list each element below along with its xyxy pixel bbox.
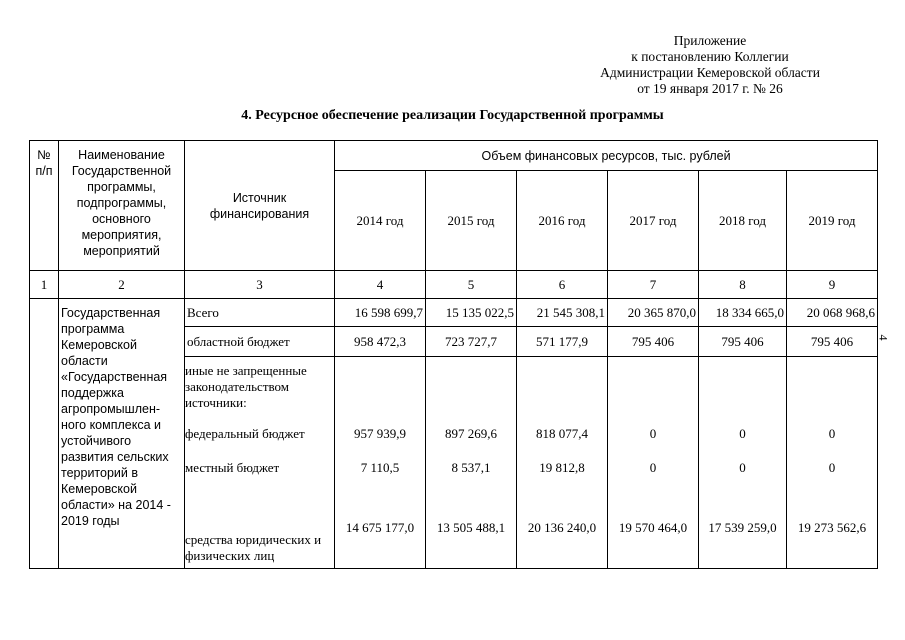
appendix-header [560,33,860,97]
index-cell: 5 [426,271,517,299]
value-column [608,357,699,569]
index-cell: 9 [787,271,878,299]
header-name: Наименование Государственной программы, подпрограммы, основного мероприятия, мероприятий [59,141,185,271]
value-cell: 571 177,9 [517,327,608,357]
appendix-line-4: от 19 января 2017 г. № 26 [637,81,783,96]
value-cell: 7 110,5 [360,460,400,475]
value-cell: 0 [649,460,657,475]
resource-table [29,140,878,569]
value-cell: 16 598 699,7 [335,299,426,327]
value-cell: 818 077,4 [536,426,588,441]
appendix-line-3: Администрации Кемеровской области [600,65,820,80]
value-column [335,357,426,569]
source-other-block [185,357,335,569]
value-cell: 17 539 259,0 [708,520,777,535]
year-2015: 2015 год [426,171,517,271]
value-cell: 19 273 562,6 [797,520,867,535]
header-source: Источник финансирования [185,141,335,271]
index-cell: 2 [59,271,185,299]
value-cell: 897 269,6 [445,426,497,441]
header-volume: Объем финансовых ресурсов, тыс. рублей [335,141,878,171]
value-cell: 795 406 [699,327,787,357]
year-2016: 2016 год [517,171,608,271]
source-legal-persons: средства юридических и физических лиц [185,532,322,563]
value-cell: 21 545 308,1 [517,299,608,327]
value-cell: 20 365 870,0 [608,299,699,327]
value-cell: 957 939,9 [354,426,406,441]
value-column [699,357,787,569]
value-cell: 14 675 177,0 [345,520,415,535]
value-cell: 0 [649,426,657,441]
index-cell: 7 [608,271,699,299]
index-cell: 1 [30,271,59,299]
index-cell: 3 [185,271,335,299]
value-cell: 15 135 022,5 [426,299,517,327]
appendix-line-2: к постановлению Коллегии [631,49,789,64]
value-cell: 958 472,3 [335,327,426,357]
value-column [787,357,878,569]
value-cell: 20 068 968,6 [787,299,878,327]
value-cell: 19 812,8 [539,460,585,475]
document-title: 4. Ресурсное обеспечение реализации Государственной программы [241,108,664,123]
source-total: Всего [185,299,335,327]
source-regional: областной бюджет [185,327,335,357]
value-cell: 723 727,7 [426,327,517,357]
value-cell: 0 [828,426,836,441]
table-row [30,299,878,327]
value-cell: 0 [739,460,746,475]
row-number [30,299,59,569]
header-num: № п/п [30,141,59,271]
value-cell: 0 [739,426,746,441]
value-cell: 20 136 240,0 [527,520,597,535]
year-2018: 2018 год [699,171,787,271]
value-cell: 795 406 [608,327,699,357]
appendix-line-1: Приложение [673,33,747,48]
year-2014: 2014 год [335,171,426,271]
value-cell: 13 505 488,1 [436,520,506,535]
index-cell: 6 [517,271,608,299]
value-cell: 19 570 464,0 [618,520,688,535]
value-column [517,357,608,569]
value-cell: 8 537,1 [451,460,491,475]
value-column [426,357,517,569]
value-cell: 18 334 665,0 [699,299,787,327]
value-cell: 795 406 [787,327,878,357]
other-sources-label: иные не запрещенные законодательством источники: [185,363,307,410]
index-cell: 4 [335,271,426,299]
year-2019: 2019 год [787,171,878,271]
source-local: местный бюджет [185,460,280,475]
year-2017: 2017 год [608,171,699,271]
value-cell: 0 [828,460,836,475]
page-number: 4 [876,334,891,341]
index-cell: 8 [699,271,787,299]
program-name: Государственная программа Кемеровской области «Государственная поддержка агропромышлен-ного комплекса и устойчивого развития сельских территорий в Кемеровской области» на 2014 - 2019 годы [59,299,185,569]
source-federal: федеральный бюджет [185,426,305,441]
